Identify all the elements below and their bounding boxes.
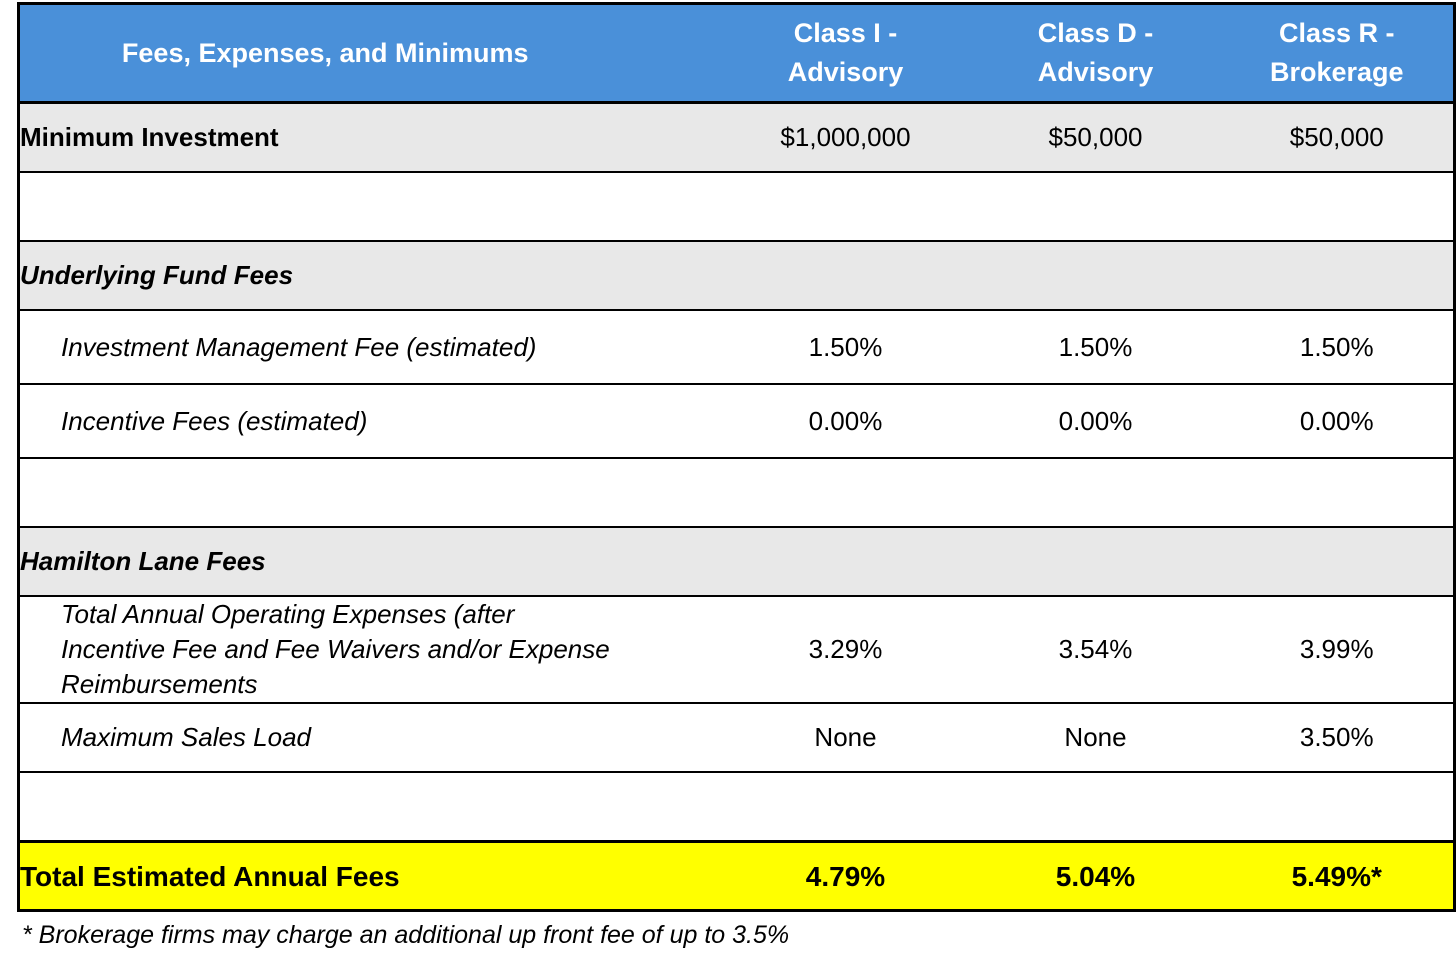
incentive-fees-label: Incentive Fees (estimated) bbox=[19, 384, 721, 458]
maximum-sales-load-label: Maximum Sales Load bbox=[19, 703, 721, 772]
table-row bbox=[19, 703, 1455, 772]
fees-table bbox=[17, 2, 1456, 912]
total-fees-class-r: 5.49%* bbox=[1221, 842, 1455, 911]
minimum-investment-class-r: $50,000 bbox=[1221, 103, 1455, 173]
fee-table-container bbox=[17, 2, 1453, 912]
investment-management-fee-class-d: 1.50% bbox=[971, 310, 1221, 384]
maximum-sales-load-class-i: None bbox=[721, 703, 971, 772]
operating-expenses-class-d: 3.54% bbox=[971, 596, 1221, 703]
table-header-row bbox=[19, 4, 1455, 103]
brokerage-footnote: * Brokerage firms may charge an additional up front fee of up to 3.5% bbox=[22, 921, 790, 949]
table-row bbox=[19, 596, 1455, 703]
total-estimated-annual-fees-label: Total Estimated Annual Fees bbox=[19, 842, 721, 911]
header-class-d-advisory bbox=[971, 4, 1221, 103]
header-class-i-advisory bbox=[721, 4, 971, 103]
spacer-row bbox=[19, 772, 1455, 842]
hamilton-lane-fees-heading: Hamilton Lane Fees bbox=[19, 527, 721, 596]
hamilton-lane-fees-section-row bbox=[19, 527, 1455, 596]
operating-expenses-label-line1: Total Annual Operating Expenses (after bbox=[61, 599, 515, 629]
header-class-i-line2: Advisory bbox=[787, 57, 904, 87]
incentive-fees-class-i: 0.00% bbox=[721, 384, 971, 458]
operating-expenses-class-r: 3.99% bbox=[1221, 596, 1455, 703]
header-class-r-line2: Brokerage bbox=[1269, 57, 1404, 87]
underlying-fund-fees-heading: Underlying Fund Fees bbox=[19, 241, 721, 310]
underlying-fund-fees-section-row bbox=[19, 241, 1455, 310]
spacer-row bbox=[19, 172, 1455, 241]
incentive-fees-class-r: 0.00% bbox=[1221, 384, 1455, 458]
header-class-r-line1: Class R - bbox=[1278, 18, 1395, 48]
minimum-investment-label: Minimum Investment bbox=[19, 103, 721, 173]
header-class-r-brokerage bbox=[1221, 4, 1455, 103]
operating-expenses-class-i: 3.29% bbox=[721, 596, 971, 703]
total-fees-class-i: 4.79% bbox=[721, 842, 971, 911]
minimum-investment-class-i: $1,000,000 bbox=[721, 103, 971, 173]
spacer-row bbox=[19, 458, 1455, 527]
maximum-sales-load-class-r: 3.50% bbox=[1221, 703, 1455, 772]
minimum-investment-class-d: $50,000 bbox=[971, 103, 1221, 173]
header-class-d-line2: Advisory bbox=[1037, 57, 1154, 87]
investment-management-fee-class-r: 1.50% bbox=[1221, 310, 1455, 384]
total-fees-class-d: 5.04% bbox=[971, 842, 1221, 911]
minimum-investment-row bbox=[19, 103, 1455, 173]
header-fees-expenses-minimums: Fees, Expenses, and Minimums bbox=[19, 4, 721, 103]
incentive-fees-class-d: 0.00% bbox=[971, 384, 1221, 458]
investment-management-fee-class-i: 1.50% bbox=[721, 310, 971, 384]
investment-management-fee-label: Investment Management Fee (estimated) bbox=[19, 310, 721, 384]
operating-expenses-label-line2: Incentive Fee and Fee Waivers and/or Expense bbox=[61, 634, 610, 664]
header-class-d-line1: Class D - bbox=[1037, 18, 1154, 48]
maximum-sales-load-class-d: None bbox=[971, 703, 1221, 772]
table-row bbox=[19, 310, 1455, 384]
header-class-i-line1: Class I - bbox=[793, 18, 898, 48]
total-annual-operating-expenses-label bbox=[19, 596, 721, 703]
total-estimated-annual-fees-row bbox=[19, 842, 1455, 911]
table-row bbox=[19, 384, 1455, 458]
operating-expenses-label-line3: Reimbursements bbox=[61, 669, 258, 699]
